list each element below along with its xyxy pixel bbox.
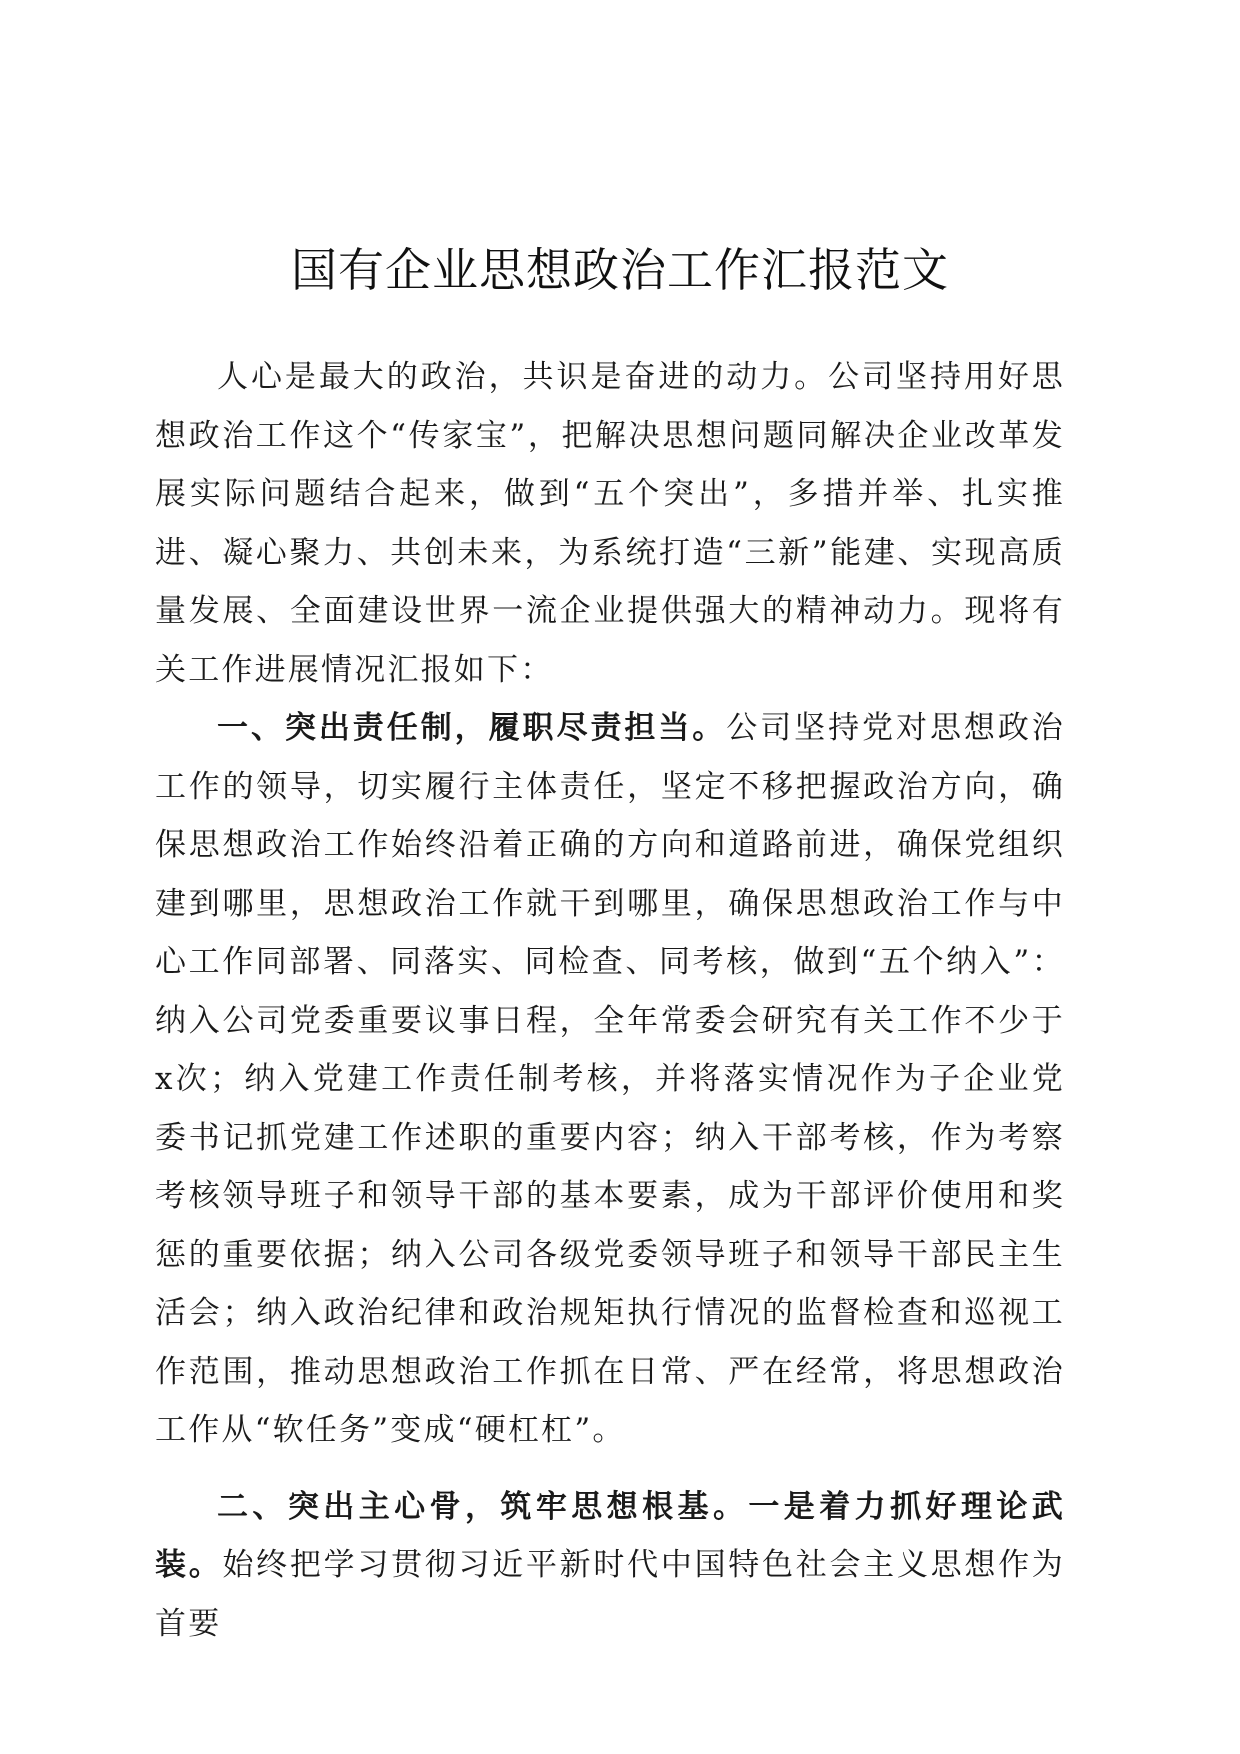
document-body [155, 348, 1065, 1653]
section-2-heading: 二、突出主心骨，筑牢思想根基。一是着力抓好理论武装。 [155, 1488, 1065, 1583]
section-1-text: 公司坚持党对思想政治工作的领导，切实履行主体责任，坚定不移把握政治方向，确保思想政治工作始终沿着正确的方向和道路前进，确保党组织建到哪里，思想政治工作就干到哪里，确保思想政治工作与中心工作同部署、同落实、同检查、同考核，做到“五个纳入”：纳入公司党委重要议事日程，全年常委会研究有关工作不少于x次；纳入党建工作责任制考核，并将落实情况作为子企业党委书记抓党建工作述职的重要内容；纳入干部考核，作为考察考核领导班子和领导干部的基本要素，成为干部评价使用和奖惩的重要依据；纳入公司各级党委领导班子和领导干部民主生活会；纳入政治纪律和政治规矩执行情况的监督检查和巡视工作范围，推动思想政治工作抓在日常、严在经常，将思想政治工作从“软任务”变成“硬杠杠”。 [155, 710, 1065, 1448]
section-2-text: 始终把学习贯彻习近平新时代中国特色社会主义思想作为首要 [155, 1547, 1065, 1642]
paragraph-gap [155, 1460, 1065, 1478]
intro-paragraph: 人心是最大的政治，共识是奋进的动力。公司坚持用好思想政治工作这个“传家宝”，把解决思想问题同解决企业改革发展实际问题结合起来，做到“五个突出”，多措并举、扎实推进、凝心聚力、共创未来，为系统打造“三新”能建、实现高质量发展、全面建设世界一流企业提供强大的精神动力。现将有关工作进展情况汇报如下： [155, 359, 1065, 688]
section-1-heading: 一、突出责任制，履职尽责担当。 [217, 710, 727, 746]
document-title: 国有企业思想政治工作汇报范文 [291, 243, 949, 297]
section-2-paragraph [155, 1478, 1065, 1654]
section-1-paragraph [155, 699, 1065, 1460]
